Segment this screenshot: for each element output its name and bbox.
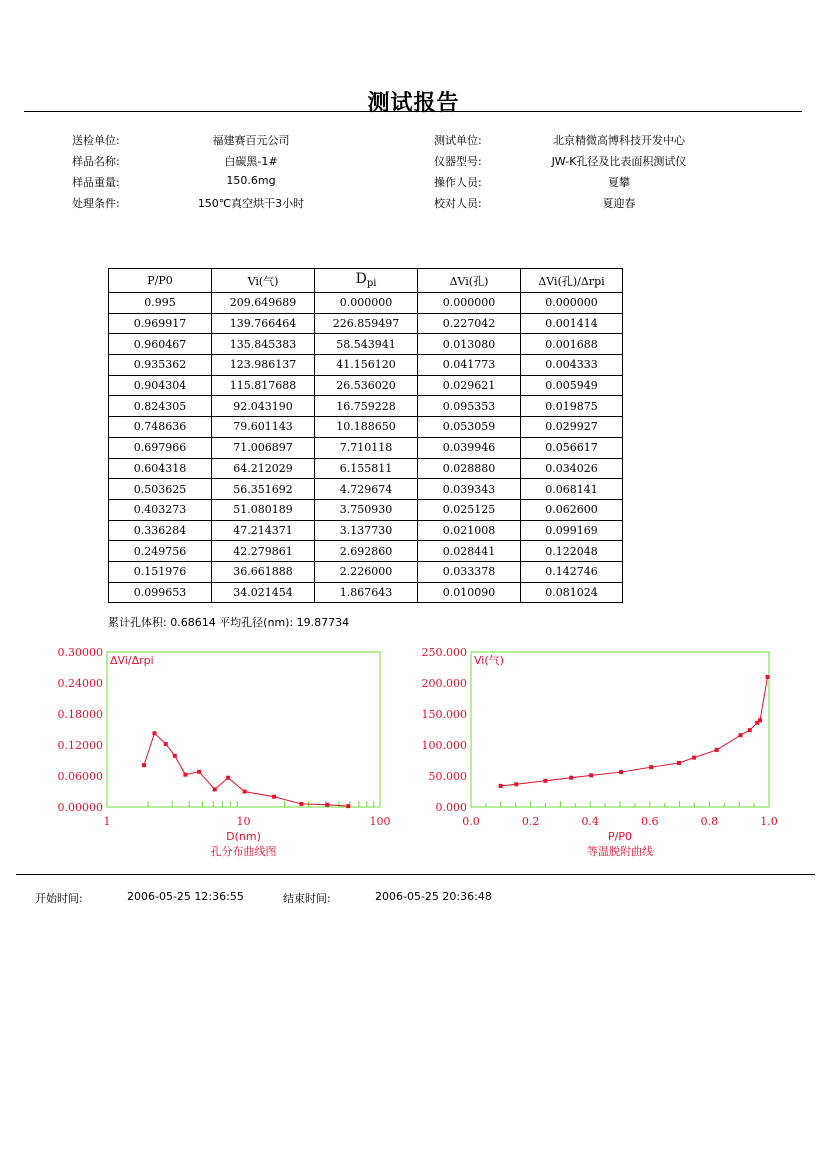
table-cell: 0.604318 — [109, 458, 212, 479]
data-point — [152, 731, 156, 735]
end-time-value: 2006-05-25 20:36:48 — [375, 890, 492, 903]
title-divider — [24, 111, 802, 112]
table-cell: 7.710118 — [315, 437, 418, 458]
header-vi: Vi(气) — [212, 269, 315, 293]
table-cell: 226.859497 — [315, 313, 418, 334]
data-point — [272, 795, 276, 799]
summary-line: 累计孔体积: 0.68614 平均孔径(nm): 19.87734 — [108, 616, 350, 629]
y-tick-label: 150.000 — [421, 708, 467, 721]
table-cell: 6.155811 — [315, 458, 418, 479]
data-point — [346, 804, 350, 808]
table-cell: 0.995 — [109, 293, 212, 314]
data-point — [758, 718, 762, 722]
y-tick-label: 200.000 — [421, 677, 467, 690]
chart-title: 等温脱附曲线 — [587, 845, 653, 858]
start-time-value: 2006-05-25 12:36:55 — [127, 890, 244, 903]
end-time-label: 结束时间: — [283, 892, 331, 905]
data-point — [649, 765, 653, 769]
table-cell: 0.151976 — [109, 561, 212, 582]
x-tick-label: 10 — [236, 815, 251, 828]
table-cell: 0.041773 — [418, 355, 521, 376]
y-axis-label: Vi(气) — [474, 654, 504, 667]
table-cell: 135.845383 — [212, 334, 315, 355]
table-row — [109, 355, 623, 376]
data-table — [108, 268, 623, 603]
table-cell: 0.000000 — [418, 293, 521, 314]
table-cell: 0.824305 — [109, 396, 212, 417]
y-axis-label: ΔVi/Δrpi — [110, 654, 154, 667]
y-tick-label: 0.12000 — [57, 739, 103, 752]
footer-divider — [16, 874, 815, 875]
info-value: 福建赛百元公司 — [212, 134, 290, 147]
table-cell: 71.006897 — [212, 437, 315, 458]
info-value: 150.6mg — [226, 174, 276, 187]
data-point — [715, 748, 719, 752]
data-point — [619, 770, 623, 774]
table-cell: 123.986137 — [212, 355, 315, 376]
table-cell: 0.227042 — [418, 313, 521, 334]
info-label: 送检单位: — [72, 134, 120, 147]
data-point — [325, 803, 329, 807]
table-row — [109, 458, 623, 479]
table-cell: 0.062600 — [521, 499, 623, 520]
data-point — [677, 761, 681, 765]
table-row — [109, 561, 623, 582]
start-time-label: 开始时间: — [35, 892, 83, 905]
info-label: 测试单位: — [434, 134, 482, 147]
header-dpi — [315, 269, 418, 293]
info-label: 处理条件: — [72, 197, 120, 210]
table-cell: 0.039343 — [418, 479, 521, 500]
x-tick-label: 1.0 — [760, 815, 778, 828]
table-cell: 0.095353 — [418, 396, 521, 417]
table-cell: 0.034026 — [521, 458, 623, 479]
table-cell: 0.000000 — [521, 293, 623, 314]
table-cell: 209.649689 — [212, 293, 315, 314]
table-row — [109, 396, 623, 417]
data-point — [213, 787, 217, 791]
info-value: 白碳黑-1# — [224, 155, 278, 168]
data-point — [183, 773, 187, 777]
table-cell: 0.028880 — [418, 458, 521, 479]
table-cell: 36.661888 — [212, 561, 315, 582]
y-tick-label: 0.24000 — [57, 677, 103, 690]
series-line — [144, 733, 348, 806]
info-label: 样品名称: — [72, 155, 120, 168]
table-cell: 34.021454 — [212, 582, 315, 603]
table-header-row — [109, 269, 623, 293]
table-row — [109, 313, 623, 334]
table-cell: 3.137730 — [315, 520, 418, 541]
data-point — [543, 779, 547, 783]
table-cell: 115.817688 — [212, 375, 315, 396]
info-value: 夏攀 — [608, 176, 630, 189]
data-point — [197, 770, 201, 774]
table-cell: 0.403273 — [109, 499, 212, 520]
table-cell: 0.001414 — [521, 313, 623, 334]
table-cell: 0.028441 — [418, 541, 521, 562]
table-cell: 47.214371 — [212, 520, 315, 541]
data-point — [499, 784, 503, 788]
data-point — [748, 728, 752, 732]
table-cell: 139.766464 — [212, 313, 315, 334]
table-cell: 0.029621 — [418, 375, 521, 396]
table-cell: 79.601143 — [212, 417, 315, 438]
info-value: JW-K孔径及比表面积测试仪 — [551, 155, 687, 168]
x-tick-label: 0.4 — [581, 815, 599, 828]
table-row — [109, 293, 623, 314]
table-cell: 92.043190 — [212, 396, 315, 417]
table-cell: 56.351692 — [212, 479, 315, 500]
table-cell: 16.759228 — [315, 396, 418, 417]
table-cell: 58.543941 — [315, 334, 418, 355]
data-point — [692, 756, 696, 760]
table-cell: 0.969917 — [109, 313, 212, 334]
x-axis-label: P/P0 — [608, 830, 632, 843]
x-tick-label: 0.2 — [521, 815, 540, 828]
table-cell: 41.156120 — [315, 355, 418, 376]
table-cell: 0.010090 — [418, 582, 521, 603]
table-cell: 64.212029 — [212, 458, 315, 479]
table-cell: 0.960467 — [109, 334, 212, 355]
table-cell: 0.000000 — [315, 293, 418, 314]
table-row — [109, 582, 623, 603]
series-line — [501, 677, 768, 786]
table-cell: 0.004333 — [521, 355, 623, 376]
table-cell: 0.081024 — [521, 582, 623, 603]
table-cell: 0.748636 — [109, 417, 212, 438]
header-pp0: P/P0 — [109, 269, 212, 293]
data-point — [514, 782, 518, 786]
table-cell: 0.904304 — [109, 375, 212, 396]
table-cell: 51.080189 — [212, 499, 315, 520]
table-cell: 0.013080 — [418, 334, 521, 355]
table-cell: 0.935362 — [109, 355, 212, 376]
data-point — [164, 742, 168, 746]
table-cell: 0.249756 — [109, 541, 212, 562]
table-cell: 0.053059 — [418, 417, 521, 438]
x-tick-label: 0.0 — [462, 815, 480, 828]
x-tick-label: 1 — [103, 815, 111, 828]
table-row — [109, 375, 623, 396]
table-cell: 0.019875 — [521, 396, 623, 417]
data-point — [243, 790, 247, 794]
table-cell: 0.503625 — [109, 479, 212, 500]
info-value: 夏迎春 — [602, 197, 636, 210]
table-cell: 0.021008 — [418, 520, 521, 541]
y-tick-label: 50.000 — [428, 770, 467, 783]
table-cell: 0.099653 — [109, 582, 212, 603]
info-label: 操作人员: — [434, 176, 482, 189]
table-row — [109, 499, 623, 520]
header-dvi-drpi: ΔVi(孔)/Δrpi — [521, 269, 623, 293]
y-tick-label: 0.30000 — [57, 646, 103, 659]
table-row — [109, 541, 623, 562]
table-cell: 1.867643 — [315, 582, 418, 603]
data-point — [569, 776, 573, 780]
table-cell: 0.697966 — [109, 437, 212, 458]
data-point — [738, 733, 742, 737]
info-value: 北京精微高博科技开发中心 — [553, 134, 685, 147]
table-cell: 0.025125 — [418, 499, 521, 520]
table-cell: 0.039946 — [418, 437, 521, 458]
y-tick-label: 0.000 — [435, 801, 467, 814]
info-label: 仪器型号: — [434, 155, 482, 168]
plot-frame — [107, 652, 380, 807]
x-tick-label: 0.6 — [641, 815, 659, 828]
y-tick-label: 0.06000 — [57, 770, 103, 783]
table-cell: 0.029927 — [521, 417, 623, 438]
table-cell: 3.750930 — [315, 499, 418, 520]
desorption-isotherm-chart — [420, 640, 800, 865]
header-dpi-main: D — [355, 271, 367, 288]
x-tick-label: 0.8 — [700, 815, 719, 828]
data-point — [299, 802, 303, 806]
x-axis-label: D(nm) — [226, 830, 261, 843]
chart-title: 孔分布曲线图 — [210, 845, 277, 858]
table-cell: 0.099169 — [521, 520, 623, 541]
data-point — [766, 675, 770, 679]
table-cell: 0.068141 — [521, 479, 623, 500]
header-dpi-sub: pi — [366, 278, 377, 290]
table-cell: 0.005949 — [521, 375, 623, 396]
data-point — [226, 776, 230, 780]
table-cell: 0.336284 — [109, 520, 212, 541]
table-cell: 0.033378 — [418, 561, 521, 582]
data-point — [142, 763, 146, 767]
pore-distribution-chart — [55, 640, 395, 865]
table-cell: 2.692860 — [315, 541, 418, 562]
info-value: 150℃真空烘干3小时 — [197, 197, 305, 210]
table-cell: 0.122048 — [521, 541, 623, 562]
table-row — [109, 479, 623, 500]
table-cell: 42.279861 — [212, 541, 315, 562]
y-tick-label: 0.18000 — [57, 708, 103, 721]
y-tick-label: 100.000 — [421, 739, 467, 752]
time-row — [0, 890, 827, 906]
info-label: 校对人员: — [434, 197, 482, 210]
info-label: 样品重量: — [72, 176, 120, 189]
table-row — [109, 520, 623, 541]
data-point — [173, 754, 177, 758]
table-cell: 0.001688 — [521, 334, 623, 355]
x-tick-label: 100 — [369, 815, 391, 828]
y-tick-label: 0.00000 — [57, 801, 103, 814]
table-row — [109, 334, 623, 355]
data-point — [589, 773, 593, 777]
table-cell: 0.142746 — [521, 561, 623, 582]
header-dvi: ΔVi(孔) — [418, 269, 521, 293]
table-cell: 4.729674 — [315, 479, 418, 500]
table-cell: 26.536020 — [315, 375, 418, 396]
y-tick-label: 250.000 — [421, 646, 467, 659]
table-cell: 0.056617 — [521, 437, 623, 458]
table-row — [109, 417, 623, 438]
table-row — [109, 437, 623, 458]
table-cell: 10.188650 — [315, 417, 418, 438]
table-cell: 2.226000 — [315, 561, 418, 582]
report-title: 测试报告 — [367, 91, 460, 116]
